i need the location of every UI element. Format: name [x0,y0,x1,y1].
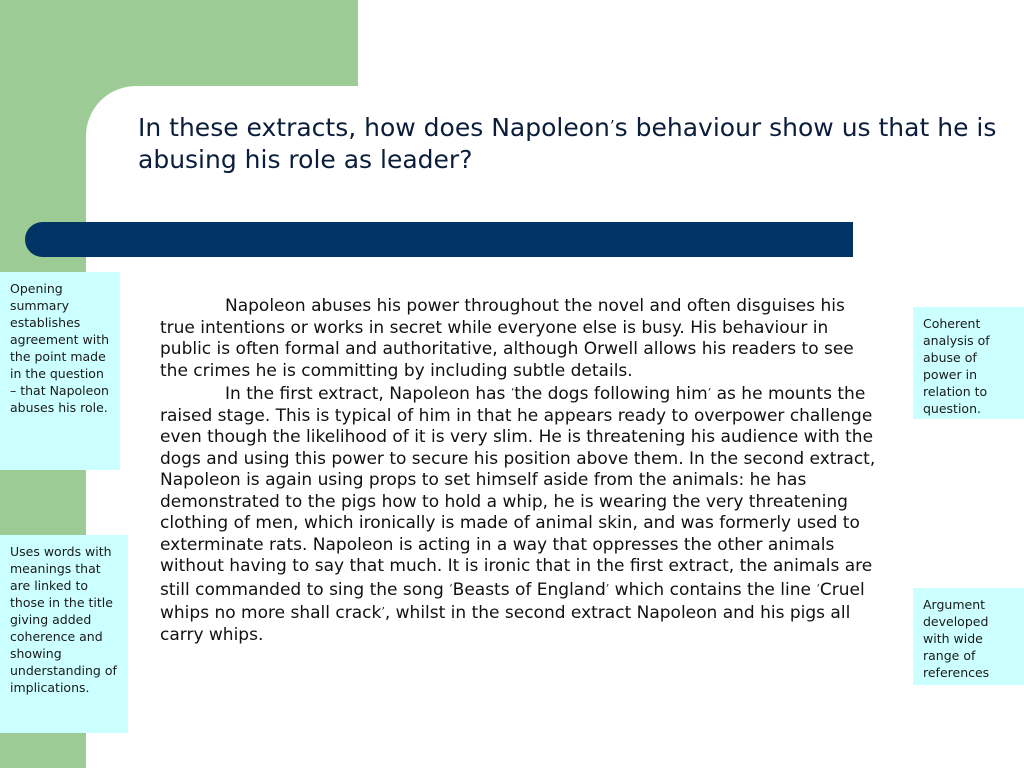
essay-paragraph-1: Napoleon abuses his power throughout the novel and often disguises his true intentions or works in secret while everyone else is busy. His behaviour in public is often formal and authoritative, although Orwell allows his readers to see the crimes he is committing by including subtle details. [160,296,854,381]
annotation-argument-developed: Argument developed with wide range of references [913,588,1024,685]
title-divider-bar [25,222,853,257]
quotation: Cruel whips no more shall crack [160,579,865,623]
annotation-coherent-analysis: Coherent analysis of abuse of power in relation to question. [913,307,1024,419]
essay-paragraph-2: In the first extract, Napoleon has ‘the dogs following him’ as he mounts the raised stage. This is typical of him in that he appears ready to overpower challenge even though the likelihood of it is very slim. He is threatening his audience with the dogs and using this power to secure his position above them. In the second extract, Napoleon is again using props to set himself aside from the animals: he has demonstrated to the pigs how to hold a whip, he is wearing the very threatening clothing of men, which ironically is made of animal skin, and was formerly used to exterminate rats. Napoleon is acting in a way that oppresses the other animals without having to say that much. It is ironic that in the first extract, the animals are still commanded to sing the song ‘Beasts of England’ which contains the line ‘Cruel whips no more shall crack’, whilst in the second extract Napoleon and his pigs all carry whips. [160,384,876,645]
annotation-word-meanings: Uses words with meanings that are linked to those in the title giving added coherence and showing understanding of implications. [0,535,128,733]
essay-body [160,296,880,646]
quotation: Beasts of England [452,579,606,600]
quotation: the dogs following him [514,384,708,404]
annotation-opening-summary: Opening summary establishes agreement with the point made in the question – that Napoleon abuses his role. [0,272,120,470]
slide-title: In these extracts, how does Napoleon’s behaviour show us that he is abusing his role as leader? [138,113,997,174]
